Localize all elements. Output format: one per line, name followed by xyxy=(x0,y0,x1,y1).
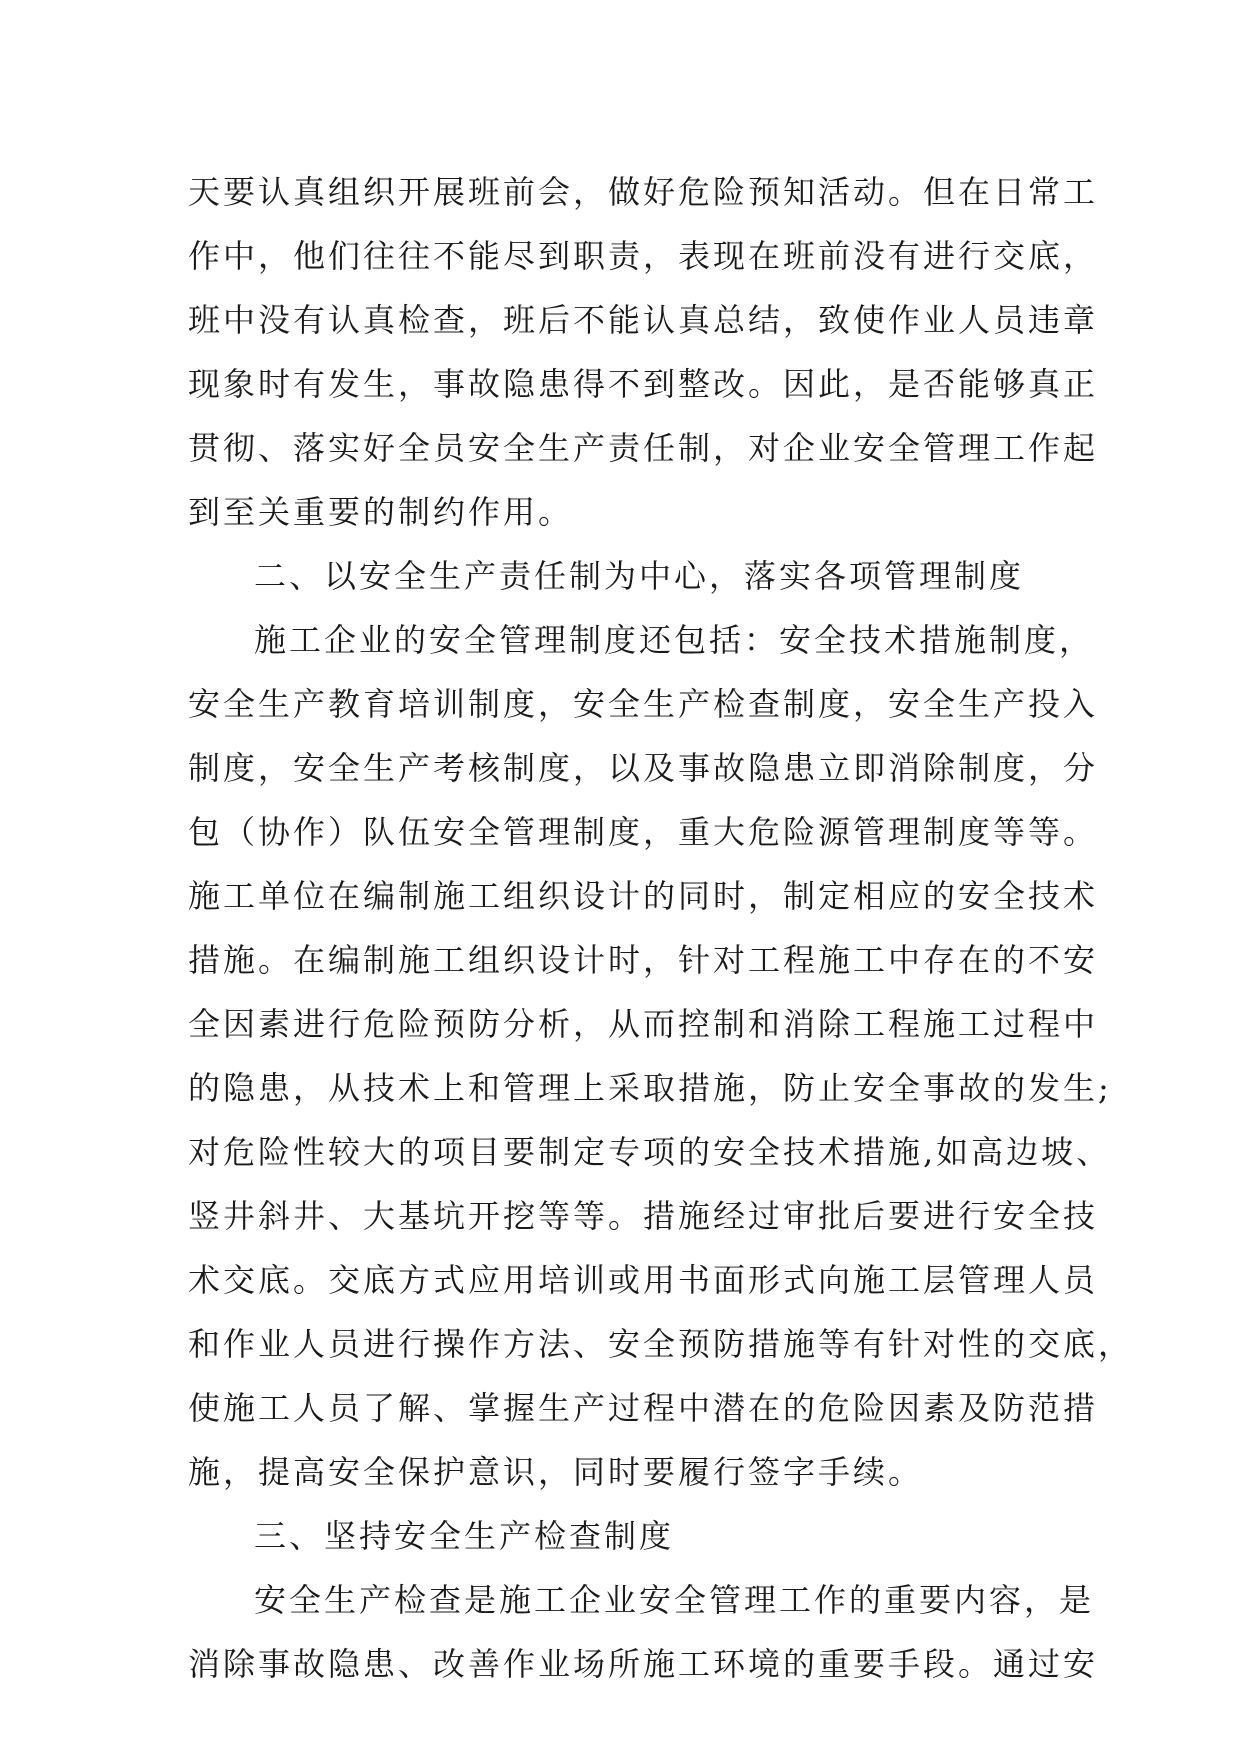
text-line: 全因素进行危险预防分析，从而控制和消除工程施工过程中 xyxy=(188,1005,1099,1043)
section-heading-3: 三、坚持安全生产检查制度 xyxy=(254,1517,675,1555)
text-line: 到至关重要的制约作用。 xyxy=(188,493,574,531)
text-line: 贯彻、落实好全员安全生产责任制，对企业安全管理工作起 xyxy=(188,429,1099,467)
text-line: 现象时有发生，事故隐患得不到整改。因此，是否能够真正 xyxy=(188,365,1099,403)
text-line: 使施工人员了解、掌握生产过程中潜在的危险因素及防范措 xyxy=(188,1389,1099,1427)
text-line: 施，提高安全保护意识，同时要履行签字手续。 xyxy=(188,1453,924,1491)
text-line: 消除事故隐患、改善作业场所施工环境的重要手段。通过安 xyxy=(188,1645,1099,1683)
text-line: 竖井斜井、大基坑开挖等等。措施经过审批后要进行安全技 xyxy=(188,1197,1099,1235)
text-line: 作中，他们往往不能尽到职责，表现在班前没有进行交底， xyxy=(188,237,1099,275)
text-line: 措施。在编制施工组织设计时，针对工程施工中存在的不安 xyxy=(188,941,1099,979)
text-line: 术交底。交底方式应用培训或用书面形式向施工层管理人员 xyxy=(188,1261,1099,1299)
paragraph-start: 安全生产检查是施工企业安全管理工作的重要内容，是 xyxy=(254,1581,1095,1619)
section-heading-2: 二、以安全生产责任制为中心，落实各项管理制度 xyxy=(254,557,1025,595)
text-line: 班中没有认真检查，班后不能认真总结，致使作业人员违章 xyxy=(188,301,1099,339)
text-line: 包（协作）队伍安全管理制度，重大危险源管理制度等等。 xyxy=(188,813,1099,851)
text-line: 制度，安全生产考核制度，以及事故隐患立即消除制度，分 xyxy=(188,749,1099,787)
text-line: 天要认真组织开展班前会，做好危险预知活动。但在日常工 xyxy=(188,173,1099,211)
text-line: 安全生产教育培训制度，安全生产检查制度，安全生产投入 xyxy=(188,685,1099,723)
text-line: 施工单位在编制施工组织设计的同时，制定相应的安全技术 xyxy=(188,877,1099,915)
text-line: 对危险性较大的项目要制定专项的安全技术措施,如高边坡、 xyxy=(188,1133,1112,1171)
paragraph-start: 施工企业的安全管理制度还包括：安全技术措施制度， xyxy=(254,621,1095,659)
document-body xyxy=(188,160,1134,1696)
text-line: 和作业人员进行操作方法、安全预防措施等有针对性的交底， xyxy=(188,1325,1134,1363)
text-line: 的隐患，从技术上和管理上采取措施，防止安全事故的发生; xyxy=(188,1069,1112,1107)
